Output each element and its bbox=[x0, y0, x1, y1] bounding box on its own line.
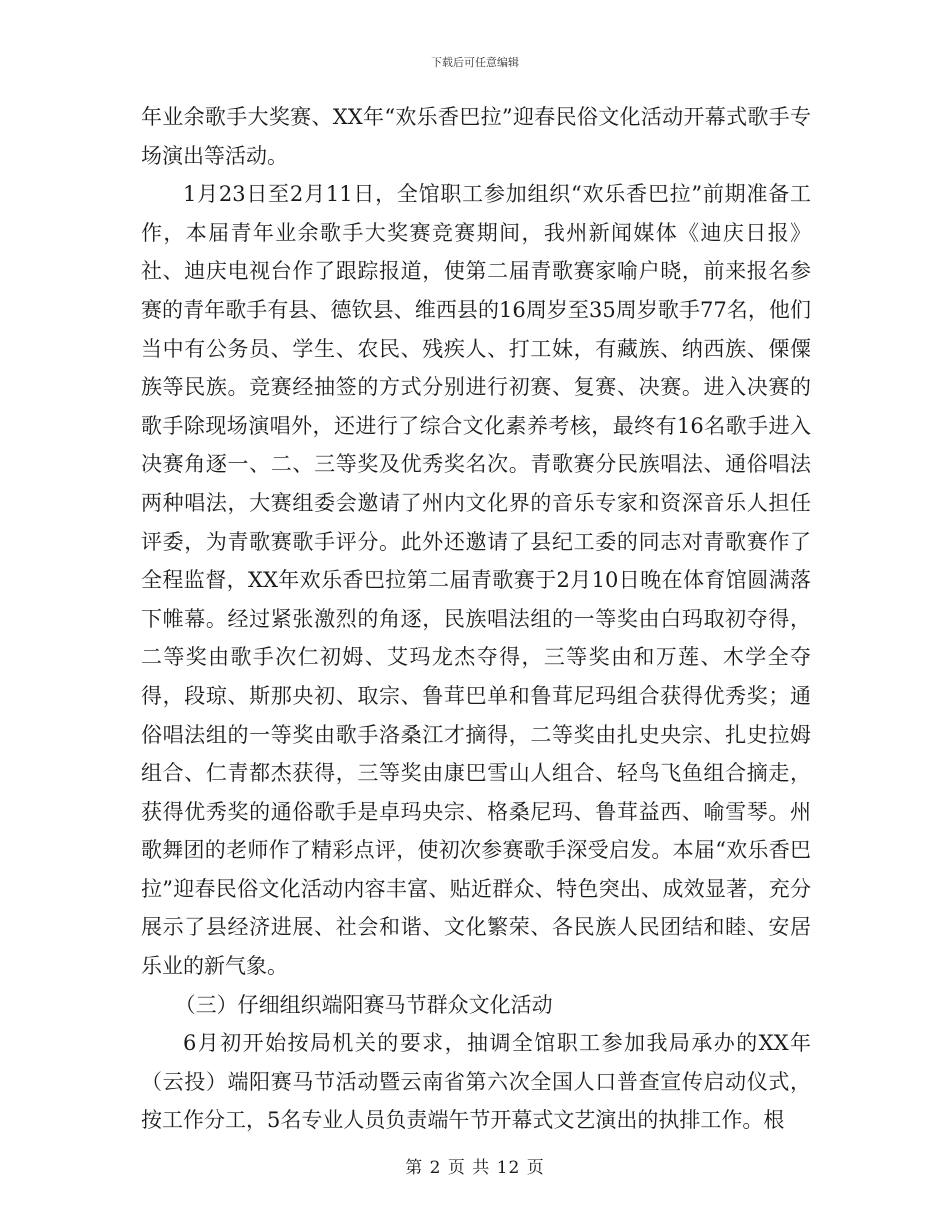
section-heading: （三）仔细组织端阳赛马节群众文化活动 bbox=[174, 992, 553, 1017]
page-header: 下载后可任意编辑 bbox=[431, 56, 519, 69]
document-body bbox=[141, 98, 811, 1140]
paragraph-competition: 1月23日至2月11日，全馆职工参加组织“欢乐香巴拉”前期准备工作，本届青年业余歌手大奖赛竞赛期间，我州新闻媒体《迪庆日报》社、迪庆电视台作了跟踪报道，使第二届青歌赛家喻户晓，前来报名参赛的青年歌手有县、德钦县、维西县的16周岁至35周岁歌手77名，他们当中有公务员、学生、农民、残疾人、打工妹，有藏族、纳西族、傈僳族等民族。竞赛经抽签的方式分别进行初赛、复赛、决赛。进入决赛的歌手除现场演唱外，还进行了综合文化素养考核，最终有16名歌手进入决赛角逐一、二、三等奖及优秀奖名次。青歌赛分民族唱法、通俗唱法两种唱法，大赛组委会邀请了州内文化界的音乐专家和资深音乐人担任评委，为青歌赛歌手评分。此外还邀请了县纪工委的同志对青歌赛作了全程监督，XX年欢乐香巴拉第二届青歌赛于2月10日晚在体育馆圆满落下帷幕。经过紧张激烈的角逐，民族唱法组的一等奖由白玛取初夺得，二等奖由歌手次仁初姆、艾玛龙杰夺得，三等奖由和万莲、木学全夺得，段琼、斯那央初、取宗、鲁茸巴单和鲁茸尼玛组合获得优秀奖；通俗唱法组的一等奖由歌手洛桑江才摘得，二等奖由扎史央宗、扎史拉姆组合、仁青都杰获得，三等奖由康巴雪山人组合、轻鸟飞鱼组合摘走，获得优秀奖的通俗歌手是卓玛央宗、格桑尼玛、鲁茸益西、喻雪琴。州歌舞团的老师作了精彩点评，使初次参赛歌手深受启发。本届“欢乐香巴拉”迎春民俗文化活动内容丰富、贴近群众、特色突出、成效显著，充分展示了县经济进展、社会和谐、文化繁荣、各民族人民团结和睦、安居乐业的新气象。 bbox=[141, 182, 811, 979]
page-number-footer: 第 2 页 共 12 页 bbox=[405, 1158, 545, 1178]
paragraph-continuation: 年业余歌手大奖赛、XX年“欢乐香巴拉”迎春民俗文化活动开幕式歌手专场演出等活动。 bbox=[141, 105, 811, 168]
paragraph-dragon-boat: 6月初开始按局机关的要求，抽调全馆职工参加我局承办的XX年（云投）端阳赛马节活动暨云南省第六次全国人口普查宣传启动仪式，按工作分工，5名专业人员负责端午节开幕式文艺演出的执排工作。根 bbox=[141, 1031, 811, 1133]
